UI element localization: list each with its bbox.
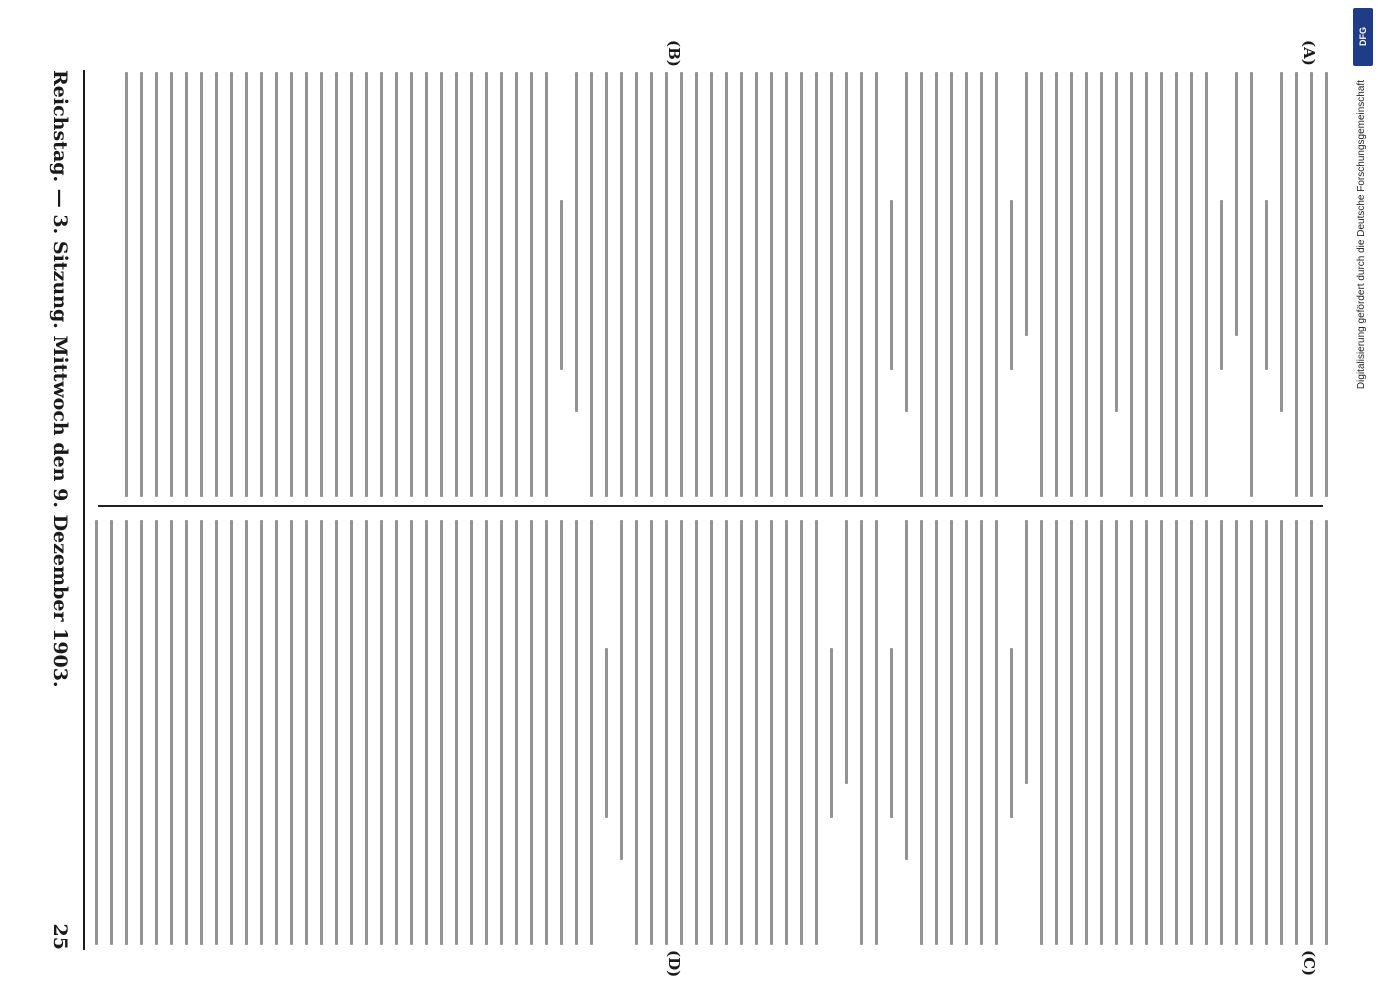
right-column [93, 520, 1328, 945]
page-header [45, 70, 75, 950]
running-title: Reichstag. — 3. Sitzung. Mittwoch den 9. Dezember 1903. [49, 70, 71, 688]
column-divider [98, 505, 1323, 507]
digitization-note: Digitalisierung gefördert durch die Deutsche Forschungsgemeinschaft [1356, 80, 1367, 390]
filler-block [93, 520, 1328, 945]
margin-label-d: (D) [665, 950, 683, 978]
margin-label-c: (C) [1300, 950, 1318, 977]
filler-block [125, 72, 1328, 497]
margin-label-b: (B) [665, 40, 683, 67]
header-rule [83, 70, 85, 950]
page-number: 25 [49, 923, 71, 950]
left-column [93, 72, 1328, 497]
margin-label-a: (A) [1300, 40, 1318, 66]
dfg-logo: DFG [1353, 8, 1373, 66]
